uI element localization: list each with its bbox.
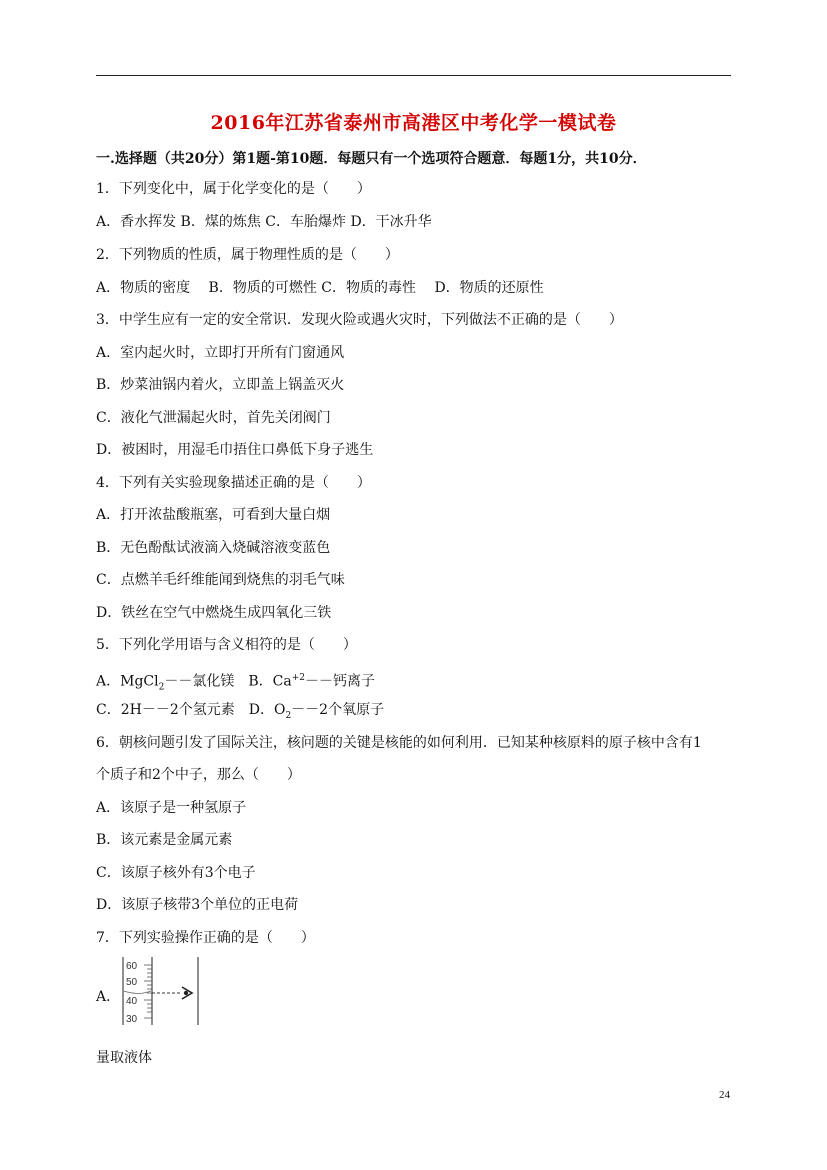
q3-option-c: C．液化气泄漏起火时，首先关闭阀门 (96, 410, 331, 426)
q5-options-cd (96, 701, 384, 725)
q3-option-b: B．炒菜油锅内着火，立即盖上锅盖灭火 (96, 377, 345, 393)
figure-caption: 量取液体 (96, 1050, 152, 1066)
q4-option-b: B．无色酚酞试液滴入烧碱溶液变蓝色 (96, 540, 331, 556)
q5-b-superscript: +2 (291, 673, 305, 683)
q4-stem: 4．下列有关实验现象描述正确的是（ ） (96, 475, 371, 491)
tick-label-30: 30 (126, 1014, 138, 1025)
q5-a-prefix: A．MgCl (96, 673, 159, 690)
eye-icon (182, 987, 192, 999)
q7-stem: 7．下列实验操作正确的是（ ） (96, 930, 315, 946)
q2-options: A．物质的密度 B．物质的可燃性 C．物质的毒性 D．物质的还原性 (96, 280, 544, 296)
exam-title: 2016年江苏省泰州市高港区中考化学一模试卷 (210, 112, 617, 134)
header-rule (96, 75, 731, 76)
q3-option-a: A．室内起火时，立即打开所有门窗通风 (96, 345, 345, 361)
q7-option-a-label: A． (96, 989, 121, 1005)
q3-stem: 3．中学生应有一定的安全常识．发现火险或遇火灾时，下列做法不正确的是（ ） (96, 312, 623, 328)
q6-option-b: B．该元素是金属元素 (96, 832, 233, 848)
q4-option-c: C．点燃羊毛纤维能闻到烧焦的羽毛气味 (96, 572, 345, 588)
page-number: 24 (719, 1089, 730, 1101)
q2-stem: 2．下列物质的性质，属于物理性质的是（ ） (96, 247, 399, 263)
q1-options: A．香水挥发 B．煤的炼焦 C．车胎爆炸 D．干冰升华 (96, 214, 432, 230)
q5-a-subscript: 2 (158, 682, 165, 693)
q6-option-d: D．该原子核带3个单位的正电荷 (96, 897, 299, 913)
section-header: 一.选择题（共20分）第1题-第10题．每题只有一个选项符合题意．每题1分，共10分． (96, 151, 647, 167)
tick-label-60: 60 (126, 961, 138, 972)
q6-option-a: A．该原子是一种氢原子 (96, 800, 247, 816)
graduated-cylinder-figure (118, 955, 200, 1027)
q3-option-d: D．被困时，用湿毛巾捂住口鼻低下身子逃生 (96, 442, 374, 458)
q6-stem-line1: 6．朝核问题引发了国际关注，核问题的关键是核能的如何利用．已知某种核原料的原子核中含有1 (96, 735, 702, 751)
tick-label-50: 50 (126, 977, 138, 988)
q5-stem: 5．下列化学用语与含义相符的是（ ） (96, 637, 357, 653)
q5-d-subscript: 2 (285, 710, 292, 721)
q4-option-d: D．铁丝在空气中燃烧生成四氧化三铁 (96, 605, 332, 621)
q5-b-suffix: －－钙离子 (304, 673, 375, 690)
q6-stem-line2: 个质子和2个中子，那么（ ） (96, 767, 301, 783)
q6-option-c: C．该原子核外有3个电子 (96, 865, 256, 881)
q5-a-mid: －－氯化镁 B．Ca (164, 673, 292, 690)
q5-c-prefix: C．2H－－2个氢元素 D．O (96, 702, 286, 718)
q5-d-suffix: －－2个氧原子 (291, 702, 385, 718)
tick-label-40: 40 (126, 996, 138, 1007)
q4-option-a: A．打开浓盐酸瓶塞，可看到大量白烟 (96, 507, 331, 523)
q5-options-ab (96, 669, 375, 696)
q1-stem: 1．下列变化中，属于化学变化的是（ ） (96, 181, 371, 197)
